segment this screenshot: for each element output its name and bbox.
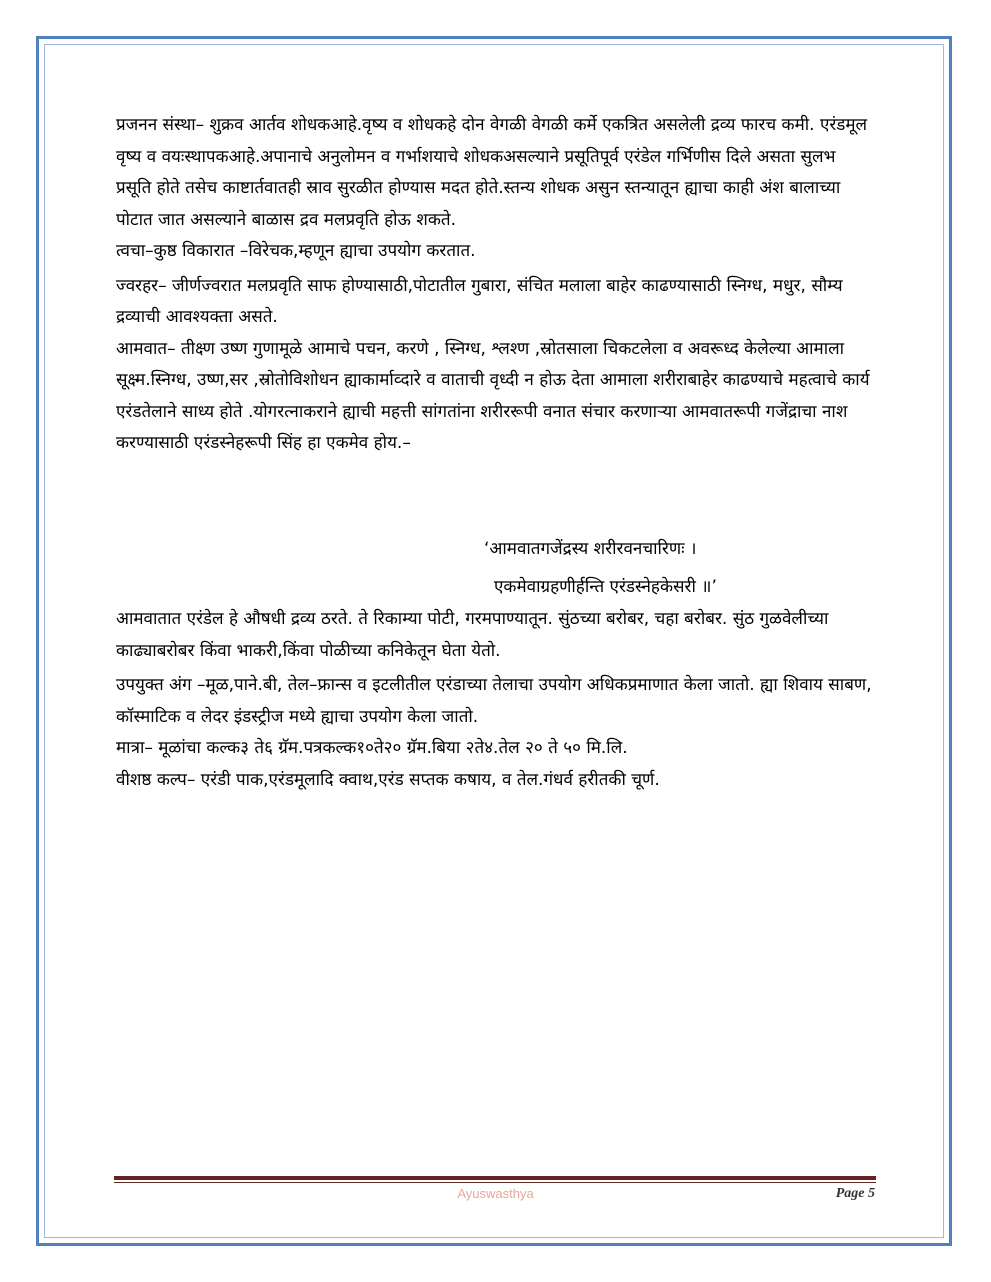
paragraph-vishishta-kalp: वीशष्ठ कल्प– एरंडी पाक,एरंडमूलादि क्वाथ,एरंड सप्तक कषाय, व तेल.गंधर्व हरीतकी चूर्ण. — [116, 769, 660, 790]
paragraph-matra: मात्रा– मूळांचा कल्क३ ते६ ग्रॅम.पत्रकल्क१०ते२० ग्रॅम.बिया २ते४.तेल २० ते ५० मि.लि. — [116, 738, 628, 758]
paragraph-tvacha: त्वचा–कुष्ठ विकारात –विरेचक,म्हणून ह्याचा उपयोग करतात. — [116, 241, 476, 261]
paragraph-prajanan: प्रजनन संस्था– शुक्रव आर्तव शोधकआहे.वृष्य व शोधकहे दोन वेगळी वेगळी कर्मे एकत्रित असलेली द्रव्य फारच कमी. एरंडमूल वृष्य व वयःस्थापकआहे.अपानाचे अनुलोमन व गर्भाशयाचे शोधकअसल्याने प्रसूतिपूर्व एरंडेल गर्भिणीस दिले असता सुलभ प्रसूति होते तसेच काष्टार्तवातही स्राव सुरळीत होण्यास मदत होते.स्तन्य शोधक असुन स्तन्यातून ह्याचा काही अंश बालाच्या पोटात जात असल्याने बाळास द्रव मलप्रवृति होऊ शकते. — [116, 115, 868, 230]
body-text-bottom — [116, 604, 876, 796]
verse-line-1: ‘आमवातगजेंद्रस्य शरीरवनचारिणः । — [484, 539, 697, 559]
paragraph-jvarhar: ज्वरहर– जीर्णज्वरात मलप्रवृति साफ होण्यासाठी,पोटातील गुबारा, संचित मलाला बाहेर काढण्यासाठी स्निग्ध, मधुर, सौम्य द्रव्याची आवश्यक्ता असते. — [116, 275, 843, 327]
paragraph-upayukta-ang: उपयुक्त अंग –मूळ,पाने.बी, तेल–फ्रान्स व इटलीतील एरंडाच्या तेलाचा उपयोग अधिकप्रमाणात केला जातो. ह्या शिवाय साबण, कॉस्माटिक व लेदर इंडस्ट्रीज मध्ये ह्याचा उपयोग केला जातो. — [116, 675, 872, 727]
footer-rule-thick — [114, 1176, 876, 1180]
verse-line-2: एकमेवाग्रहणीर्हन्ति एरंडस्नेहकेसरी ॥’ — [494, 577, 717, 597]
footer-rule-thin — [114, 1182, 876, 1183]
paragraph-amvat: आमवात– तीक्ष्ण उष्ण गुणामूळे आमाचे पचन, करणे , स्निग्ध, श्लश्ण ,स्रोतसाला चिकटलेला व अवरूध्द केलेल्या आमाला सूक्ष्म.स्निग्ध, उष्ण,सर ,स्रोतोविशोधन ह्याकार्माव्दारे व वाताची वृध्दी न होऊ देता आमाला शरीराबाहेर काढण्याचे महत्वाचे कार्य एरंडतेलाने साध्य होते .योगरत्नाकराने ह्याची महत्ती सांगतांना शरीररूपी वनात संचार करणाऱ्या आमवातरूपी गजेंद्राचा नाश करण्यासाठी एरंडस्नेहरूपी सिंह हा एकमेव होय.– — [116, 338, 870, 453]
page-number: Page 5 — [835, 1186, 875, 1201]
body-text-top — [116, 110, 876, 460]
paragraph-amvatat: आमवातात एरंडेल हे औषधी द्रव्य ठरते. ते रिकाम्या पोटी, गरमपाण्यातून. सुंठच्या बरोबर, चहा बरोबर. सुंठ गुळवेलीच्या काढ्याबरोबर किंवा भाकरी,किंवा पोळीच्या कनिकेतून घेता येतो. — [116, 609, 829, 661]
footer-title: Ayuswasthya — [457, 1186, 534, 1201]
